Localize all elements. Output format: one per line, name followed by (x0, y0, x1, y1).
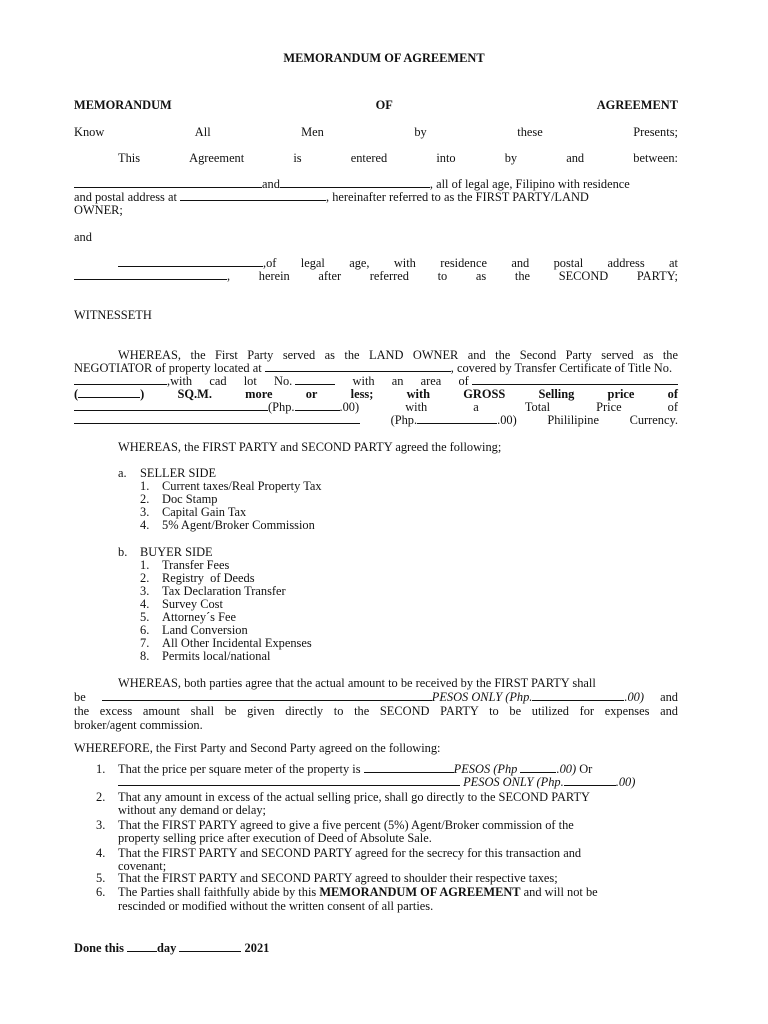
word: between: (633, 151, 678, 165)
text: .00) (624, 690, 645, 704)
text: That the FIRST PARTY and SECOND PARTY agreed to shoulder their respective taxes; (118, 871, 558, 885)
text: and will not be (523, 885, 598, 899)
word: (Php. (268, 400, 295, 414)
word: and (511, 256, 530, 270)
word: Presents; (633, 125, 678, 139)
text: Doc Stamp (162, 492, 218, 506)
text: Tax Declaration Transfer (162, 584, 286, 598)
term-4-line-2: covenant; (118, 859, 167, 873)
word: with (405, 400, 428, 414)
word: less; (350, 387, 374, 401)
price-per-sqm-blank[interactable] (364, 763, 454, 773)
word: these (517, 125, 543, 139)
word: referred (369, 269, 409, 283)
text: PESOS ONLY (Php. (463, 775, 564, 789)
marker: 2. (140, 571, 150, 585)
marker: 1. (140, 479, 150, 493)
word: after (318, 269, 342, 283)
word: (Php. (390, 413, 418, 427)
whereas-line-2 (74, 362, 678, 375)
word: PARTY; (636, 269, 678, 283)
whereas-amount-line-3: the excess amount shall be given directly to the SECOND PARTY to be utilized for expenses and (74, 704, 678, 718)
text: day (157, 941, 177, 955)
marker: 5. (96, 871, 106, 885)
word: herein (258, 269, 290, 283)
word: All (194, 125, 211, 139)
word: a (473, 400, 479, 414)
whereas-amount-line-1: WHEREAS, both parties agree that the actual amount to be received by the FIRST PARTY shall (118, 676, 596, 690)
text: 2021 (244, 941, 270, 955)
marker: 3. (140, 584, 150, 598)
word: price (607, 387, 635, 401)
text: OWNER; (74, 203, 123, 217)
witnesseth-heading: WITNESSETH (74, 308, 152, 322)
term-1-line-2 (118, 776, 678, 789)
lot-no-blank[interactable] (295, 375, 335, 385)
word: ,with (167, 374, 193, 388)
word: .00) (339, 400, 360, 414)
price-words-blank[interactable] (118, 776, 460, 786)
word: into (436, 151, 456, 165)
word: or (305, 387, 318, 401)
agreement-entered-line (118, 152, 678, 165)
text: All Other Incidental Expenses (162, 636, 312, 650)
marker: 6. (96, 885, 106, 899)
marker: 2. (96, 790, 106, 804)
word: and (660, 690, 678, 704)
word: of (667, 387, 678, 401)
word: No. (274, 374, 293, 388)
term-2-line-2: without any demand or delay; (118, 803, 266, 817)
word: , (227, 269, 231, 283)
word: AGREEMENT (596, 98, 678, 112)
word: Agreement (189, 151, 245, 165)
marker: 3. (96, 818, 106, 832)
text: Survey Cost (162, 597, 223, 611)
whereas-amount-line-4: broker/agent commission. (74, 718, 203, 732)
sqm-php-blank[interactable] (520, 763, 556, 773)
gross-price-blank[interactable] (74, 401, 268, 411)
text: , covered by Transfer Certificate of Title No. (450, 361, 673, 375)
text: NEGOTIATOR of property located at (74, 361, 262, 375)
title-no-blank[interactable] (74, 375, 167, 385)
whereas-amount-line-2 (74, 691, 678, 704)
marker: 8. (140, 649, 150, 663)
word: an (391, 374, 404, 388)
text: Or (579, 762, 593, 776)
whereas-line-6 (74, 414, 678, 427)
first-party-line-2 (74, 191, 678, 204)
price-php-blank[interactable] (564, 776, 616, 786)
word: ( (74, 387, 79, 401)
text: Done this (74, 941, 124, 955)
text: Current taxes/Real Property Tax (162, 479, 322, 493)
text: PESOS ONLY (Php. (431, 690, 533, 704)
word: Currency. (629, 413, 678, 427)
word: with (406, 387, 431, 401)
term-6-line-2: rescinded or modified without the written consent of all parties. (118, 899, 434, 913)
text: Capital Gain Tax (162, 505, 247, 519)
marker: 4. (140, 518, 150, 532)
text: Registry of Deeds (162, 571, 255, 585)
text: That the FIRST PARTY and SECOND PARTY agreed for the secrecy for this transaction and (118, 846, 582, 860)
word: to (437, 269, 448, 283)
word: Phililipine (547, 413, 599, 427)
first-party-name-blank[interactable] (74, 178, 262, 188)
text: BUYER SIDE (140, 545, 213, 559)
done-this-line (74, 942, 678, 955)
month-blank[interactable] (179, 942, 241, 952)
word: GROSS (463, 387, 506, 401)
marker: a. (118, 466, 127, 480)
whereas-line-1: WHEREAS, the First Party served as the LAND OWNER and the Second Party served as the (118, 348, 678, 362)
and-label: and (74, 230, 92, 244)
word: by (414, 125, 427, 139)
term-4 (96, 847, 678, 860)
word: cad (209, 374, 227, 388)
word: as (475, 269, 487, 283)
word: This (118, 151, 141, 165)
term-5 (96, 872, 678, 885)
text: .00) (556, 762, 577, 776)
marker: 2. (140, 492, 150, 506)
text: PESOS (453, 762, 491, 776)
term-1-line-1 (96, 763, 678, 776)
word: and (566, 151, 585, 165)
marker: 5. (140, 610, 150, 624)
word: more (245, 387, 273, 401)
text: , all of legal age, Filipino with residence (429, 177, 630, 191)
day-blank[interactable] (127, 942, 157, 952)
whereas-line-4 (74, 388, 678, 401)
marker: b. (118, 545, 128, 559)
text: That the FIRST PARTY agreed to give a five percent (5%) Agent/Broker commission of the (118, 818, 574, 832)
term-6 (96, 886, 678, 899)
second-party-line-2 (74, 270, 678, 283)
text: Attorney´s Fee (162, 610, 236, 624)
text: .00) (615, 775, 636, 789)
area-blank[interactable] (472, 375, 678, 385)
postal-address-blank[interactable] (180, 191, 326, 201)
word: postal (553, 256, 584, 270)
word: residence (440, 256, 487, 270)
word: age, (349, 256, 370, 270)
word: and (262, 177, 280, 191)
marker: 7. (140, 636, 150, 650)
text: That the price per square meter of the property is (118, 762, 361, 776)
amount-php-blank[interactable] (532, 691, 624, 701)
word: MEMORANDUM (74, 98, 172, 112)
text: MEMORANDUM OF AGREEMENT (319, 885, 521, 899)
word: Know (74, 125, 105, 139)
amount-words-blank[interactable] (102, 691, 432, 701)
whereas-agreed: WHEREAS, the FIRST PARTY and SECOND PARTY agreed the following; (118, 440, 502, 454)
gross-php-blank[interactable] (295, 401, 340, 411)
buyer-item (140, 650, 744, 663)
word: with (393, 256, 416, 270)
text: Permits local/national (162, 649, 271, 663)
word: ) (140, 387, 145, 401)
marker: 1. (96, 762, 106, 776)
term-3-line-2: property selling price after execution of Deed of Absolute Sale. (118, 831, 432, 845)
word: .00) (497, 413, 517, 427)
word: entered (350, 151, 388, 165)
word: of (667, 400, 678, 414)
seller-item (140, 519, 744, 532)
text: The Parties shall faithfully abide by this (118, 885, 317, 899)
word: by (504, 151, 518, 165)
text: That any amount in excess of the actual selling price, shall go directly to the SECOND PARTY (118, 790, 590, 804)
marker: 3. (140, 505, 150, 519)
first-party-name-blank-2[interactable] (280, 178, 430, 188)
word: ,of (263, 256, 277, 270)
text: , hereinafter referred to as the FIRST PARTY/LAND (326, 190, 589, 204)
total-php-blank[interactable] (417, 414, 497, 424)
marker: 6. (140, 623, 150, 637)
word: legal (300, 256, 325, 270)
buyer-item (140, 585, 744, 598)
word: Men (301, 125, 324, 139)
word: Total (524, 400, 551, 414)
document-title: MEMORANDUM OF AGREEMENT (283, 51, 485, 65)
text: SELLER SIDE (140, 466, 217, 480)
word: OF (375, 98, 393, 112)
whereas-line-3 (74, 375, 678, 388)
word: of (458, 374, 469, 388)
marker: 1. (140, 558, 150, 572)
seller-item (140, 480, 744, 493)
property-location-blank[interactable] (265, 362, 451, 372)
word: area (420, 374, 442, 388)
text: 5% Agent/Broker Commission (162, 518, 315, 532)
word: Price (596, 400, 622, 414)
know-all-men-line (74, 126, 678, 139)
word: address (607, 256, 645, 270)
text: and postal address at (74, 190, 177, 204)
text: Transfer Fees (162, 558, 230, 572)
word: be (74, 690, 86, 704)
word: is (293, 151, 302, 165)
word: SQ.M. (177, 387, 212, 401)
marker: 4. (140, 597, 150, 611)
text: (Php (493, 762, 518, 776)
heading-line (74, 99, 678, 112)
second-party-name-blank[interactable] (118, 257, 263, 267)
word: SECOND (558, 269, 609, 283)
total-price-blank[interactable] (74, 414, 360, 424)
word: with (352, 374, 375, 388)
word: lot (243, 374, 257, 388)
second-party-address-blank[interactable] (74, 270, 227, 280)
wherefore-line: WHEREFORE, the First Party and Second Party agreed on the following: (74, 741, 441, 755)
marker: 4. (96, 846, 106, 860)
word: the (514, 269, 531, 283)
word: at (669, 256, 678, 270)
word: Selling (538, 387, 575, 401)
sqm-blank[interactable] (78, 388, 140, 398)
text: Land Conversion (162, 623, 248, 637)
